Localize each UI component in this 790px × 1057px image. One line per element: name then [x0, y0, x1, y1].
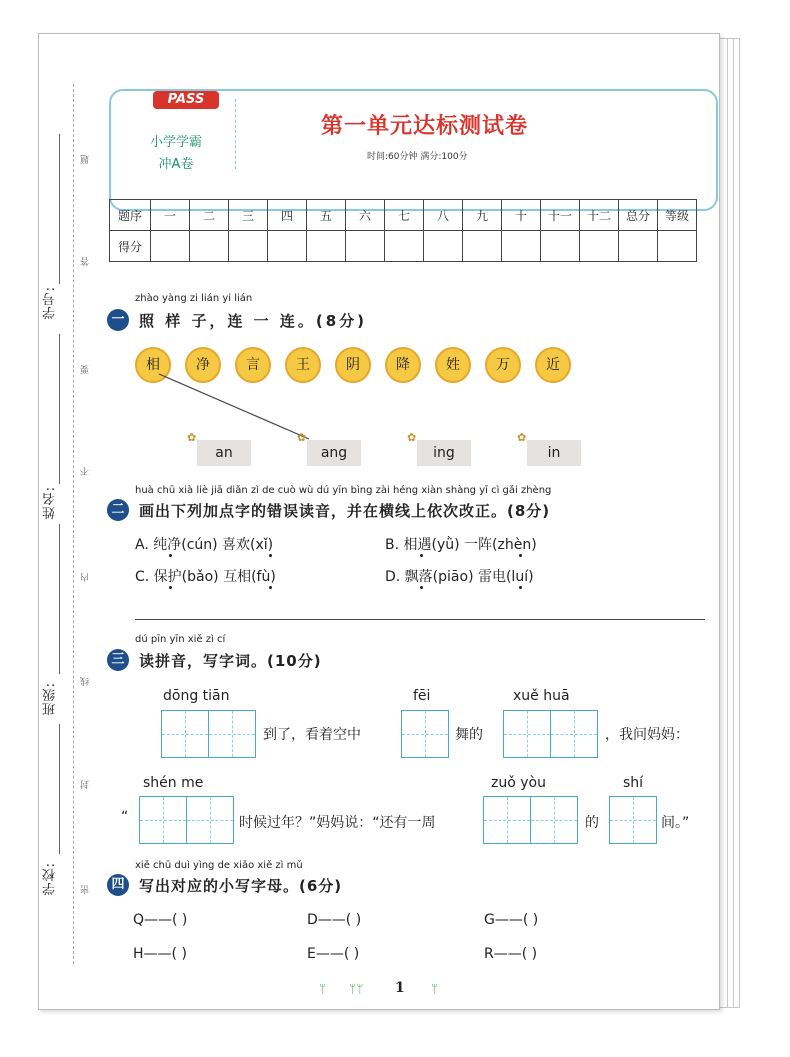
q1-title: 照 样 子，连 一 连。(8分) — [139, 312, 368, 330]
table-cell: 一 — [151, 200, 190, 231]
letter-pair[interactable]: R——( ) — [484, 946, 538, 962]
emphasis-dot — [420, 586, 423, 589]
table-cell: 九 — [463, 200, 502, 231]
seal-char: 题 — [81, 154, 91, 164]
writing-box-4[interactable] — [139, 796, 234, 844]
seal-char: 线 — [81, 676, 91, 686]
page-subtitle: 时间:60分钟 满分:100分 — [367, 152, 468, 162]
emphasis-dot — [169, 554, 172, 557]
page-title: 第一单元达标测试卷 — [321, 113, 529, 139]
q3-pinyin-3: xuě huā — [513, 688, 570, 704]
writing-box-2[interactable] — [401, 710, 449, 758]
emphasis-dot — [519, 554, 522, 557]
q4-number-badge: 四 — [107, 874, 129, 896]
brand-line-2: 冲A卷 — [158, 157, 194, 172]
table-cell: 等级 — [658, 200, 697, 231]
seal-char: 封 — [81, 779, 91, 789]
q3-pinyin-5: zuǒ yòu — [491, 775, 546, 791]
bee-icon: ✿ — [407, 431, 417, 444]
q1-number-badge: 一 — [107, 309, 129, 331]
bee-icon: ✿ — [517, 431, 527, 444]
emphasis-dot — [169, 586, 172, 589]
char-flower[interactable]: 王 — [285, 347, 321, 383]
syllable-card[interactable]: an — [197, 440, 251, 466]
emphasis-dot — [519, 586, 522, 589]
seal-char: 要 — [81, 364, 91, 374]
q3-pinyin-4: shén me — [143, 775, 204, 791]
sprout-icon: ᛘ — [319, 982, 327, 996]
syllable-card[interactable]: ang — [307, 440, 361, 466]
school-label: 学校: — [43, 862, 58, 896]
table-cell: 三 — [229, 200, 268, 231]
letter-pair[interactable]: E——( ) — [307, 946, 360, 962]
q1-pinyin: zhào yàng zi lián yi lián — [135, 293, 253, 304]
q3-pinyin-6: shí — [623, 775, 644, 791]
q3-text-4: “ — [121, 809, 129, 825]
q3-title: 读拼音，写字词。(10分) — [139, 652, 322, 670]
q4-pinyin: xiě chū duì yìng de xiǎo xiě zì mǔ — [135, 860, 303, 871]
q3-text-7: 间。” — [661, 815, 690, 831]
sprout-icon: ᛘᛘ — [349, 982, 364, 996]
table-cell: 题序 — [110, 200, 151, 231]
table-cell: 二 — [190, 200, 229, 231]
writing-box-3[interactable] — [503, 710, 598, 758]
char-flower[interactable]: 姓 — [435, 347, 471, 383]
q2-option-c: C. 保护(bǎo) 互相(fù) — [135, 569, 276, 585]
bee-icon: ✿ — [297, 431, 307, 444]
seal-char: 不 — [81, 466, 91, 476]
table-cell: 十 — [502, 200, 541, 231]
char-flower[interactable]: 相 — [135, 347, 171, 383]
sprout-icon: ᛘ — [431, 982, 439, 996]
writing-box-6[interactable] — [609, 796, 657, 844]
table-cell: 七 — [385, 200, 424, 231]
letter-pair[interactable]: G——( ) — [484, 912, 539, 928]
q4-title: 写出对应的小写字母。(6分) — [139, 877, 343, 895]
emphasis-dot — [420, 554, 423, 557]
table-cell: 十二 — [580, 200, 619, 231]
char-flower[interactable]: 言 — [235, 347, 271, 383]
letter-pair[interactable]: Q——( ) — [133, 912, 188, 928]
q2-answer-line[interactable] — [135, 619, 705, 620]
seal-char: 密 — [81, 884, 91, 894]
q3-pinyin: dú pīn yīn xiě zì cí — [135, 634, 226, 645]
letter-pair[interactable]: H——( ) — [133, 946, 187, 962]
syllable-card[interactable]: in — [527, 440, 581, 466]
q3-number-badge: 三 — [107, 649, 129, 671]
q3-text-6: 的 — [585, 815, 599, 831]
page-number: 1 — [395, 980, 405, 996]
student-name-label: 姓名: — [43, 486, 58, 520]
q2-title: 画出下列加点字的错误读音，并在横线上依次改正。(8分) — [139, 502, 551, 520]
letter-pair[interactable]: D——( ) — [307, 912, 362, 928]
class-label: 班级: — [43, 682, 58, 716]
seal-char: 答 — [81, 256, 91, 266]
q2-number-badge: 二 — [107, 499, 129, 521]
table-cell: 五 — [307, 200, 346, 231]
char-flower[interactable]: 净 — [185, 347, 221, 383]
q2-pinyin: huà chū xià liè jiā diǎn zì de cuò wù dú yīn bìng zài héng xiàn shàng yī cì gǎi zhèng — [135, 485, 552, 496]
table-cell: 六 — [346, 200, 385, 231]
q3-text-5: 时候过年？”妈妈说：“还有一周 — [239, 815, 436, 831]
q3-text-1: 到了，看着空中 — [263, 727, 361, 743]
emphasis-dot — [269, 586, 272, 589]
char-flower[interactable]: 降 — [385, 347, 421, 383]
brand-badge: PASS — [153, 91, 219, 109]
table-cell: 十一 — [541, 200, 580, 231]
q3-pinyin-2: fēi — [413, 688, 431, 704]
q2-option-a: A. 纯净(cún) 喜欢(xǐ) — [135, 537, 274, 553]
q2-option-b: B. 相遇(yǜ) 一阵(zhèn) — [385, 537, 537, 553]
writing-box-1[interactable] — [161, 710, 256, 758]
emphasis-dot — [269, 554, 272, 557]
table-cell: 八 — [424, 200, 463, 231]
bee-icon: ✿ — [187, 431, 197, 444]
char-flower[interactable]: 近 — [535, 347, 571, 383]
student-id-label: 学号: — [43, 286, 58, 320]
char-flower[interactable]: 阴 — [335, 347, 371, 383]
writing-box-5[interactable] — [483, 796, 578, 844]
q3-text-2: 舞的 — [455, 727, 483, 743]
exam-page — [38, 33, 720, 1010]
table-cell: 得分 — [110, 231, 151, 262]
char-flower[interactable]: 万 — [485, 347, 521, 383]
table-cell: 总分 — [619, 200, 658, 231]
table-cell: 四 — [268, 200, 307, 231]
q3-pinyin-1: dōng tiān — [163, 688, 230, 704]
brand-line-1: 小学学霸 — [149, 135, 202, 150]
q3-text-3: ，我问妈妈： — [605, 727, 689, 743]
q2-option-d: D. 飘落(piāo) 雷电(luí) — [385, 569, 534, 585]
seal-char: 内 — [81, 572, 91, 582]
syllable-card[interactable]: ing — [417, 440, 471, 466]
